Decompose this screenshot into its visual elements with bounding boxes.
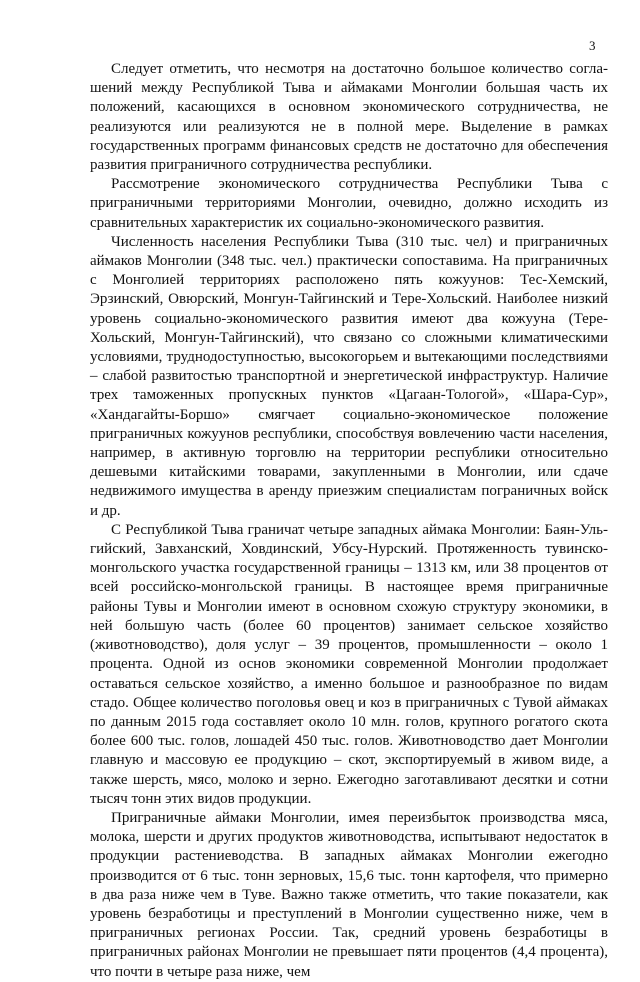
document-body [90,60,608,982]
paragraph-agreements: Следует отметить, что несмотря на достаточно большое количество соглашений между Республикой Тыва и аймаками Монголии большая часть их положений, касающихся в основном экономического сотрудничества, не реализуются или реализуются не в полной мере. Выделение в рамках государственных программ финансовых средств не достаточно для обеспечения развития приграничного сотрудничества республики. [90,61,608,174]
paragraph-cooperation: Рассмотрение экономического сотрудничества Республики Тыва с приграничными территориями Монголии, очевидно, должно исходить из сравнительных характеристик их социально-экономического развития. [90,176,608,231]
paragraph-border-aimags: С Республикой Тыва граничат четыре западных аймака Монголии: Баян-Ульгийский, Завханский, Ховдинский, Убсу-Нурский. Протяженность тувинско-монгольского участка государственной границы – 1313 км, или 38 процентов от всей российско-монгольской границы. В настоящее время приграничные районы Тувы и Монголии имеют в основном схожую структуру экономики, в ней большую часть (более 60 процентов) занимает сельское хозяйство (животноводство), доля услуг – 39 процентов, промышленности – около 1 процента. Одной из основ экономики современной Монголии продолжает оставаться сельское хозяйство, а именно большое и разнообразное по видам стадо. Общее количество поголовья овец и коз в приграничных с Тувой аймаках по данным 2015 года составляет около 10 млн. голов, крупного рогатого скота более 600 тыс. голов, лошадей 450 тыс. голов. Животноводство дает Монголии главную и массовую ее продукцию – скот, экспортируемый в живом виде, а также шерсть, мясо, молоко и зерно. Ежегодно заготавливают десятки и сотни тысяч тонн этих видов продукции. [90,521,608,807]
paragraph-production: Приграничные аймаки Монголии, имея переизбыток производства мяса, молока, шерсти и других продуктов животноводства, испытывают недостаток в продукции растениеводства. В западных аймаках Монголии ежегодно производится от 6 тыс. тонн зерновых, 15,6 тыс. тонн картофеля, что примерно в два раза ниже чем в Туве. Важно также отметить, что такие показатели, как уровень безработицы и преступлений в Монголии существенно ниже, чем в приграничных регионах России. Так, средний уровень безработицы в приграничных районах Монголии не превышает пяти процентов (4,4 процента), что почти в четыре раза ниже, чем [90,809,608,980]
page-number: 3 [589,38,596,53]
paragraph-population: Численность населения Республики Тыва (310 тыс. чел) и приграничных аймаков Монголии (348 тыс. чел.) практически сопоставима. На приграничных с Монголией территориях расположено пять кожуунов: Тес-Хемский, Эрзинский, Овюрский, Монгун-Тайгинский и Тере-Хольский. Наиболее низкий уровень социально-экономического развития имеют два кожууна (Тере-Хольский, Монгун-Тайгинский), что связано со сложными климатическими условиями, труднодоступностью, высокогорьем и вытекающими последствиями – слабой развитостью транспортной и энергетической инфраструктур. Наличие трех таможенных пропускных пунктов «Цагаан-Тологой», «Шара-Сур», «Хандагайты-Боршо» смягчает социально-экономическое положение приграничных кожуунов республики, способствуя вовлечению части населения, например, в активную торговлю на территории республики относительно дешевыми китайскими товарами, закупленными в Монголии, или сдаче недвижимого имущества в аренду приезжим специалистам пограничных войск и др. [90,233,608,519]
